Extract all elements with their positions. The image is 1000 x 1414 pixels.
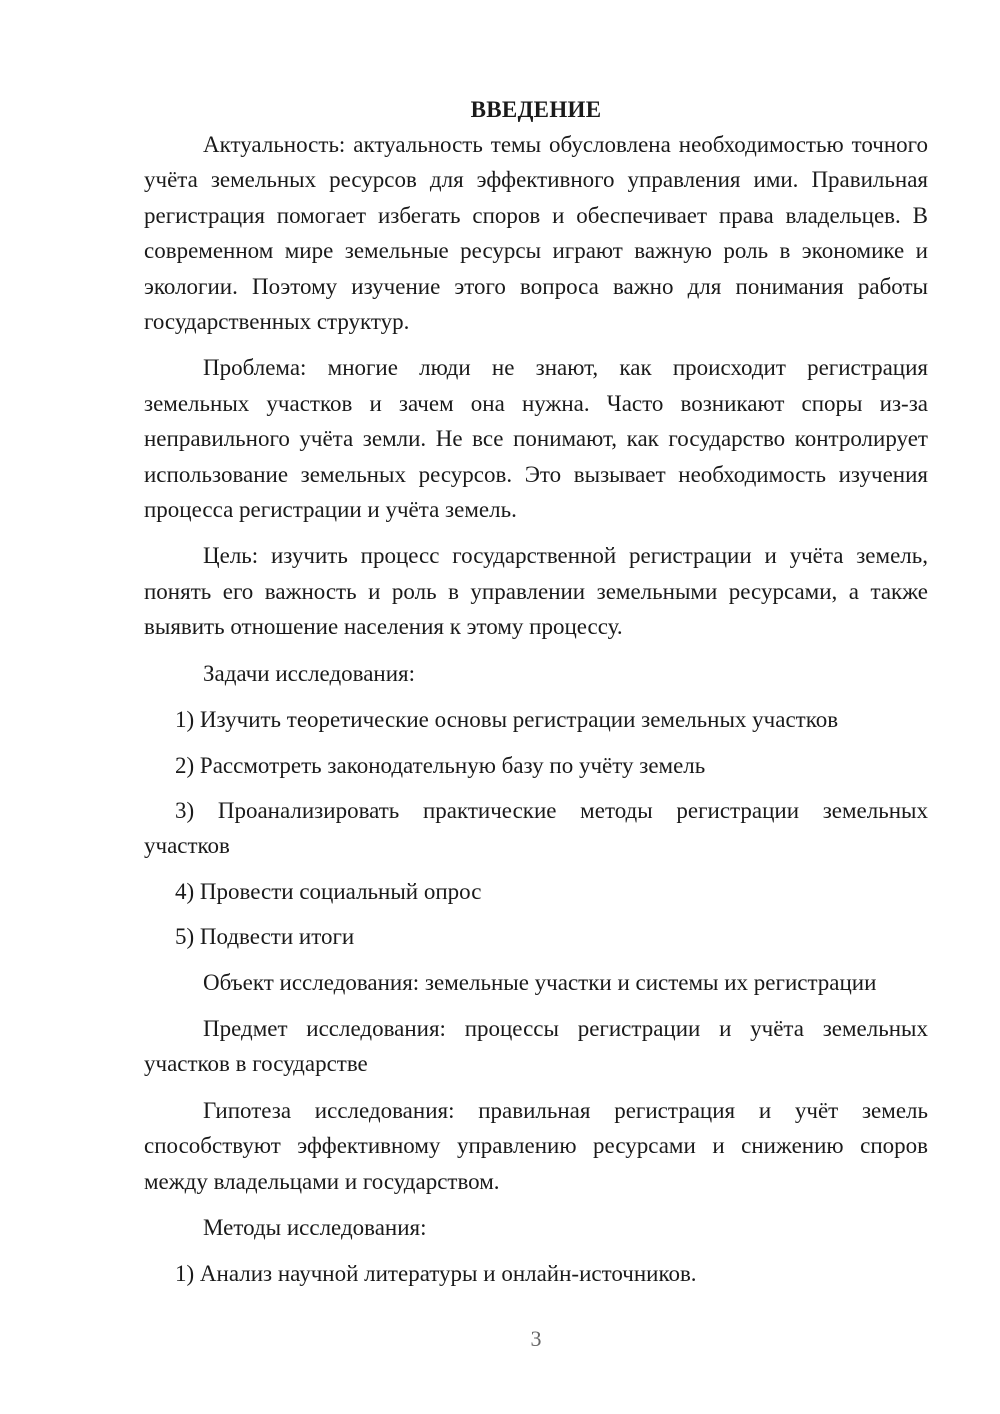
tasks-heading: Задачи исследования: <box>203 660 416 686</box>
task-item-3: 3) Проанализировать практические методы регистрации земельных участков <box>144 797 928 859</box>
task-item-5: 5) Подвести итоги <box>175 924 355 950</box>
paragraph-hypothesis: Гипотеза исследования: правильная регистрация и учёт земель способствуют эффективному управлению ресурсами и снижению споров между владельцами и государством. <box>144 1097 928 1194</box>
paragraph-relevance: Актуальность: актуальность темы обусловлена необходимостью точного учёта земельных ресурсов для эффективного управления ими. Правильная регистрация помогает избегать споров и обеспечивает права владельцев. В современном мире земельные ресурсы играют важную роль в экономике и экологии. Поэтому изучение этого вопроса важно для понимания работы государственных структур. <box>144 132 928 335</box>
document-page <box>144 92 928 1302</box>
paragraph-object: Объект исследования: земельные участки и системы их регистрации <box>203 969 877 995</box>
task-item-1: 1) Изучить теоретические основы регистрации земельных участков <box>175 707 839 733</box>
page-title: ВВЕДЕНИЕ <box>470 97 602 122</box>
paragraph-problem: Проблема: многие люди не знают, как происходит регистрация земельных участков и зачем она нужна. Часто возникают споры из-за неправильного учёта земли. Не все понимают, как государство контролирует использование земельных ресурсов. Это вызывает необходимость изучения процесса регистрации и учёта земель. <box>144 355 928 523</box>
methods-heading: Методы исследования: <box>203 1214 427 1240</box>
task-item-2: 2) Рассмотреть законодательную базу по учёту земель <box>175 752 706 778</box>
page-number: 3 <box>530 1326 542 1351</box>
paragraph-subject: Предмет исследования: процессы регистрации и учёта земельных участков в государстве <box>144 1015 928 1077</box>
method-item-1: 1) Анализ научной литературы и онлайн-источников. <box>175 1261 697 1287</box>
task-item-4: 4) Провести социальный опрос <box>175 878 482 904</box>
paragraph-goal: Цель: изучить процесс государственной регистрации и учёта земель, понять его важность и роль в управлении земельными ресурсами, а также выявить отношение населения к этому процессу. <box>144 543 928 640</box>
